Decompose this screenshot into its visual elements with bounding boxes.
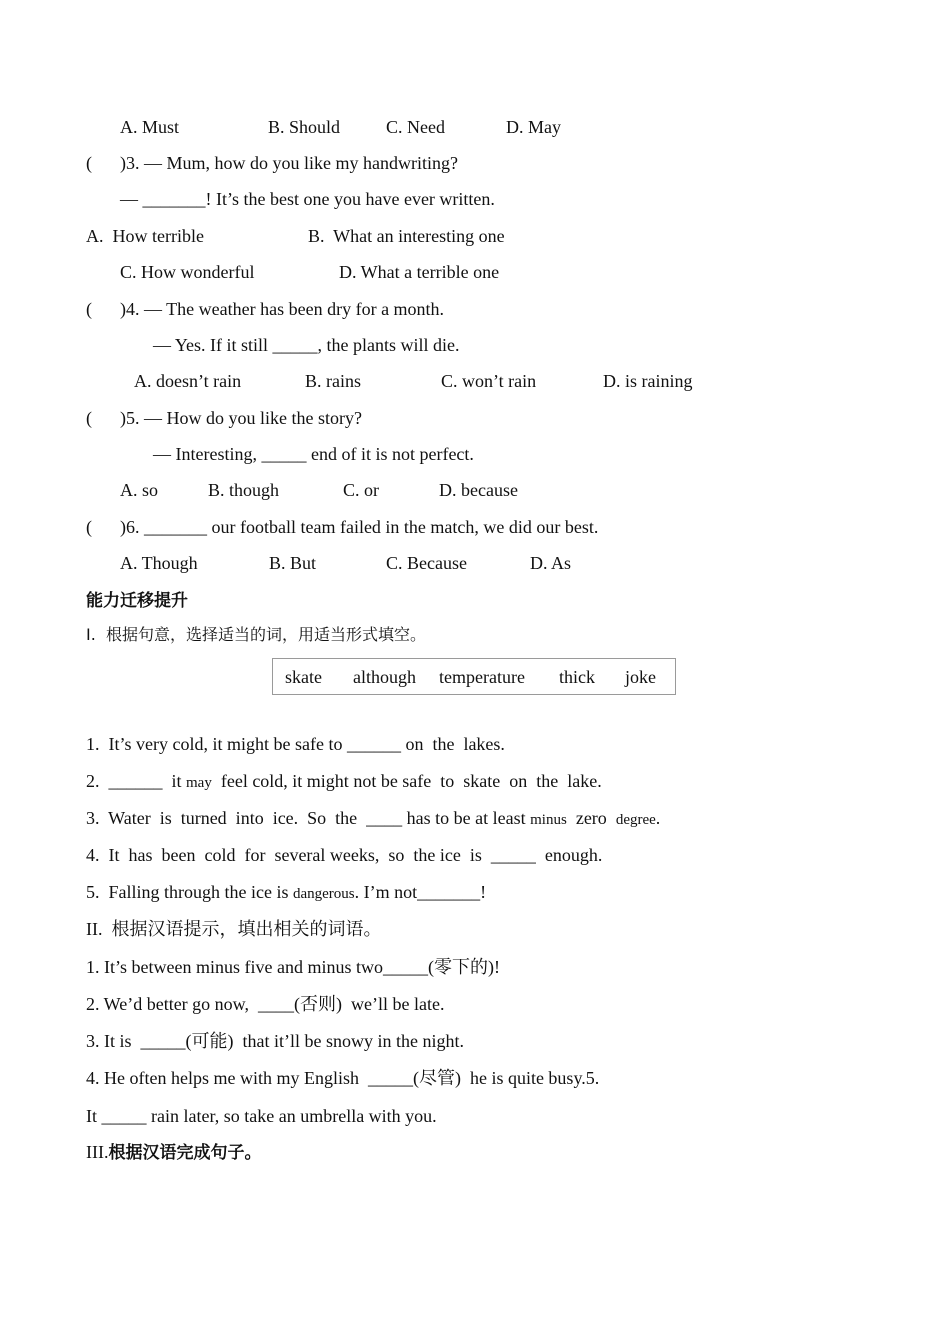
part2-sentence-5: It _____ rain later, so take an umbrella with you. [86, 1106, 437, 1126]
q3-option-d: D. What a terrible one [339, 262, 500, 282]
sentence-text-small: dangerous [292, 886, 355, 902]
q5-reply: — Interesting, _____ end of it is not perfect. [153, 444, 474, 464]
q6-option-a: A. Though [120, 553, 198, 573]
sentence-text: 2. ______ it [86, 771, 187, 791]
q4-option-b: B. rains [305, 371, 361, 391]
q5-paren: ( [86, 408, 92, 428]
part2-sentence-2: 2. We’d better go now, ____(否则) we’ll be late. [86, 994, 445, 1014]
q6-option-b: B. But [269, 553, 317, 573]
word-bank-item: although [353, 667, 416, 687]
word-bank-item: joke [625, 667, 656, 687]
part2-instruction: II. 根据汉语提示，填出相关的词语。 [86, 919, 382, 939]
word-bank-item: skate [285, 667, 322, 687]
part3-prefix: III. [86, 1142, 109, 1162]
sentence-text: zero [566, 808, 616, 828]
q4-paren: ( [86, 299, 92, 319]
sentence-text: 5. Falling through the ice is [86, 882, 293, 902]
part1-sentence-2 [86, 770, 602, 794]
q6-paren: ( [86, 517, 92, 537]
q5-option-a: A. so [120, 480, 159, 500]
q2-option-a: A. Must [120, 117, 180, 137]
q2-option-c: C. Need [386, 117, 445, 137]
q5-stem: )5. — How do you like the story? [120, 408, 362, 428]
sentence-text: . I’m not_______! [354, 882, 487, 902]
sentence-text: feel cold, it might not be safe to skate on the lake. [211, 771, 602, 791]
part2-sentence-1: 1. It’s between minus five and minus two_____(零下的)! [86, 957, 500, 977]
part1-sentence-3 [86, 807, 660, 831]
q4-option-d: D. is raining [603, 371, 693, 391]
part2-sentence-3: 3. It is _____(可能) that it’ll be snowy in the night. [86, 1031, 464, 1051]
q2-option-d: D. May [506, 117, 561, 137]
q5-option-b: B. though [208, 480, 280, 500]
q5-option-c: C. or [343, 480, 379, 500]
q3-option-c: C. How wonderful [120, 262, 255, 282]
part1-sentence-4: 4. It has been cold for several weeks, so the ice is _____ enough. [86, 845, 603, 865]
word-bank [272, 658, 676, 695]
part1-instruction: I. 根据句意，选择适当的词，用适当形式填空。 [86, 625, 426, 644]
part1-sentence-5 [86, 881, 486, 905]
part2-sentence-4: 4. He often helps me with my English _____(尽管) he is quite busy.5. [86, 1068, 600, 1088]
q4-option-a: A. doesn’t rain [134, 371, 242, 391]
q3-stem: )3. — Mum, how do you like my handwriting? [120, 153, 458, 173]
word-bank-item: thick [559, 667, 595, 687]
q5-option-d: D. because [439, 480, 518, 500]
q4-stem: )4. — The weather has been dry for a month. [120, 299, 445, 319]
q3-option-a: A. How terrible [86, 226, 204, 246]
sentence-text: . [655, 808, 661, 828]
q3-reply: — _______! It’s the best one you have ever written. [120, 189, 495, 209]
q3-option-b: B. What an interesting one [308, 226, 505, 246]
q6-option-d: D. As [530, 553, 572, 573]
part3-instruction: 根据汉语完成句子。 [108, 1143, 262, 1163]
word-bank-item: temperature [439, 667, 525, 687]
q6-option-c: C. Because [386, 553, 467, 573]
q2-option-b: B. Should [268, 117, 341, 137]
part3-heading [86, 1141, 261, 1164]
section-title: 能力迁移提升 [86, 591, 188, 611]
q3-paren: ( [86, 153, 92, 173]
q4-option-c: C. won’t rain [441, 371, 537, 391]
q4-reply: — Yes. If it still _____, the plants will die. [153, 335, 460, 355]
q6-stem: )6. _______ our football team failed in the match, we did our best. [120, 517, 599, 537]
sentence-text-small: degree [615, 812, 656, 828]
part1-sentence-1: 1. It’s very cold, it might be safe to ______ on the lakes. [86, 734, 505, 754]
sentence-text: 3. Water is turned into ice. So the ____ has to be at least [86, 808, 531, 828]
sentence-text-small: minus [530, 812, 567, 828]
sentence-text-small: may [186, 775, 212, 791]
